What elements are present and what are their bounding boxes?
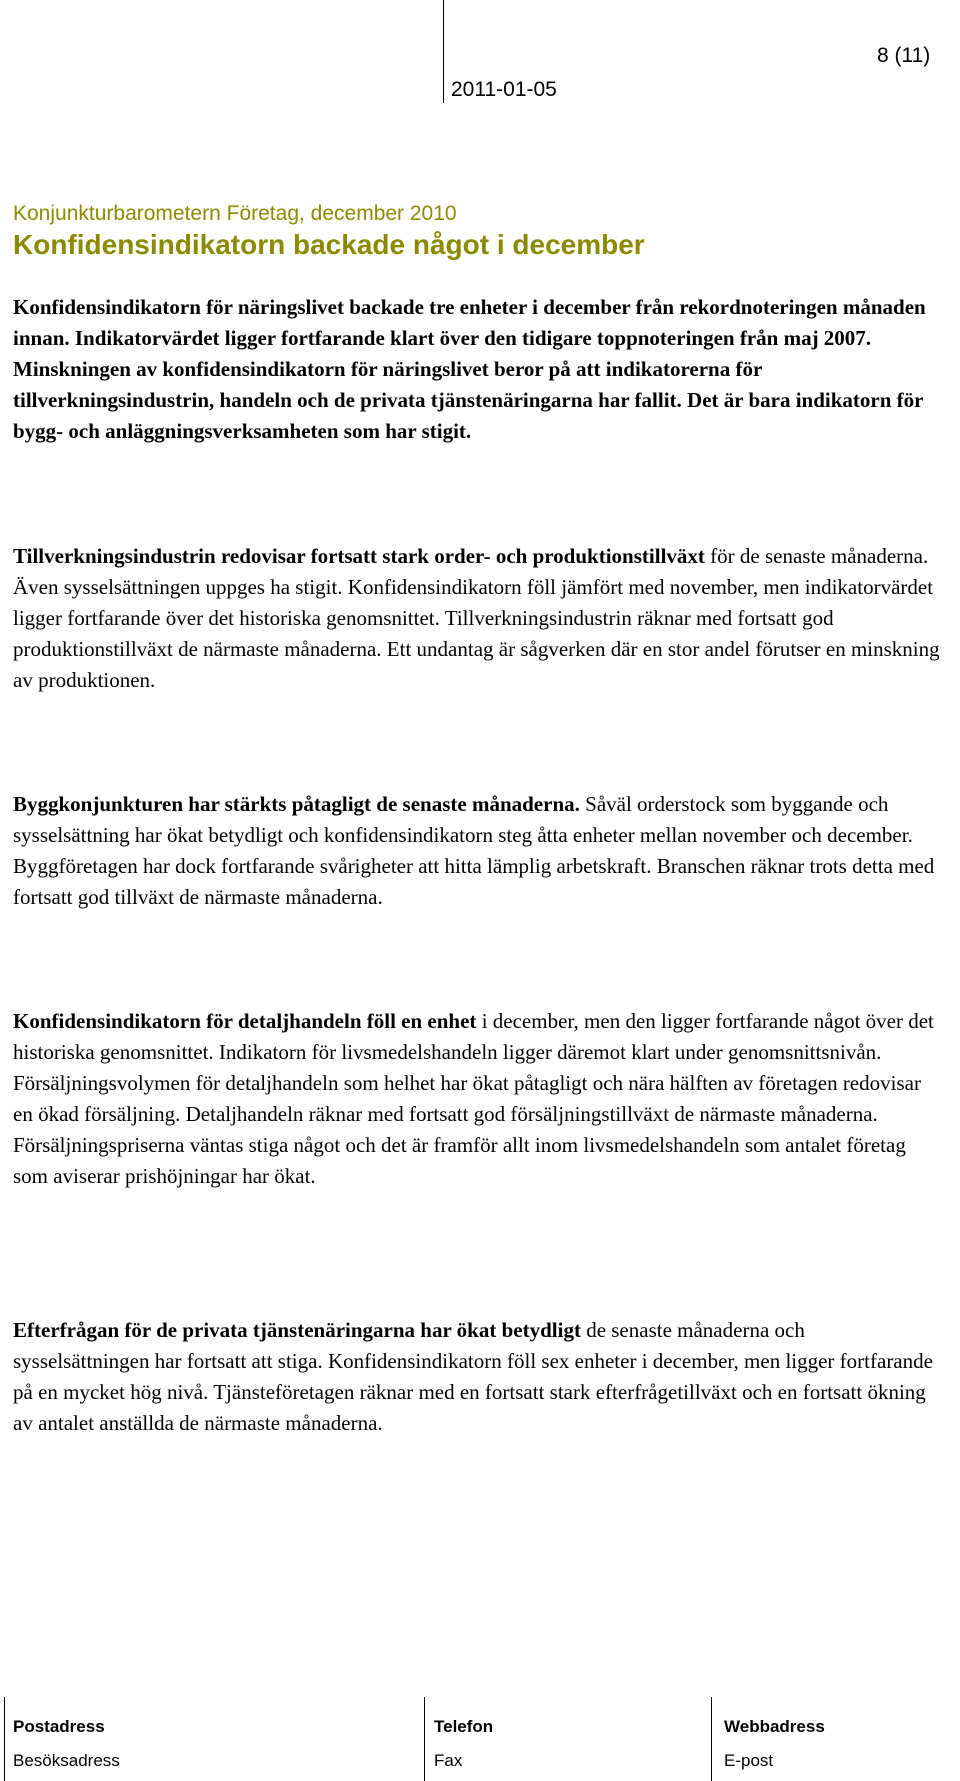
footer-label: E-post <box>724 1751 774 1770</box>
header-divider <box>443 0 444 103</box>
footer-label: Telefon <box>434 1717 494 1736</box>
section-manufacturing <box>13 541 943 696</box>
section-heading: Efterfrågan för de privata tjänstenäringarna har ökat betydligt <box>13 1318 581 1342</box>
section-services <box>13 1315 943 1439</box>
section-retail <box>13 1006 943 1192</box>
section-body: för de senaste månaderna. Även sysselsättningen uppges ha stigit. Konfidensindikatorn föll jämfört med november, men indikatorvärdet ligger fortfarande över det historiska genomsnittet. Tillverkningsindustrin räknar med fortsatt god produktionstillväxt de närmaste månaderna. Ett undantag är sågverken där en stor andel förutser en minskning av produktionen. <box>13 544 940 692</box>
page-title: Konfidensindikatorn backade något i december <box>13 229 645 260</box>
footer-label: Besöksadress <box>13 1751 120 1770</box>
intro-paragraph: Konfidensindikatorn för näringslivet backade tre enheter i december från rekordnoteringen månaden innan. Indikatorvärdet ligger fortfarande klart över den tidigare toppnoteringen från maj 2007. Minskningen av konfidensindikatorn för näringslivet beror på att indikatorerna för tillverkningsindustrin, handeln och de privata tjänstenäringarna har fallit. Det är bara indikatorn för bygg- och anläggningsverksamheten som har stigit. <box>13 295 926 443</box>
section-construction <box>13 789 943 913</box>
page-number: 8 (11) <box>877 44 931 67</box>
section-heading: Tillverkningsindustrin redovisar fortsatt stark order- och produktionstillväxt <box>13 544 705 568</box>
document-date: 2011-01-05 <box>451 78 557 101</box>
footer-label: Fax <box>434 1751 463 1770</box>
footer-column-postal <box>13 1710 120 1778</box>
footer-divider <box>424 1697 425 1781</box>
footer-column-web <box>724 1710 825 1778</box>
report-kicker: Konjunkturbarometern Företag, december 2010 <box>13 202 457 225</box>
footer-label: Webbadress <box>724 1717 825 1736</box>
footer-divider <box>711 1697 712 1781</box>
section-body: i december, men den ligger fortfarande något över det historiska genomsnittet. Indikatorn för livsmedelshandeln ligger däremot klart under genomsnittsnivån. Försäljningsvolymen för detaljhandeln som helhet har ökat påtagligt och nära hälften av företagen redovisar en ökad försäljning. Detaljhandeln räknar med fortsatt god försäljningstillväxt de närmaste månaderna. Försäljningspriserna väntas stiga något och det är framför allt inom livsmedelshandeln som antalet företag som aviserar prishöjningar har ökat. <box>13 1009 934 1188</box>
section-heading: Konfidensindikatorn för detaljhandeln föll en enhet <box>13 1009 477 1033</box>
section-heading: Byggkonjunkturen har stärkts påtagligt de senaste månaderna. <box>13 792 580 816</box>
footer-label: Postadress <box>13 1717 105 1736</box>
section-body: Såväl orderstock som byggande och sysselsättning har ökat betydligt och konfidensindikatorn steg åtta enheter mellan november och december. Byggföretagen har dock fortfarande svårigheter att hitta lämplig arbetskraft. Branschen räknar trots detta med fortsatt god tillväxt de närmaste månaderna. <box>13 792 935 909</box>
section-body: de senaste månaderna och sysselsättningen har fortsatt att stiga. Konfidensindikatorn föll sex enheter i december, men ligger fortfarande på en mycket hög nivå. Tjänsteföretagen räknar med en fortsatt stark efterfrågetillväxt och en fortsatt ökning av antalet anställda de närmaste månaderna. <box>13 1318 933 1435</box>
footer-divider <box>4 1697 5 1781</box>
footer-column-phone <box>434 1710 493 1778</box>
